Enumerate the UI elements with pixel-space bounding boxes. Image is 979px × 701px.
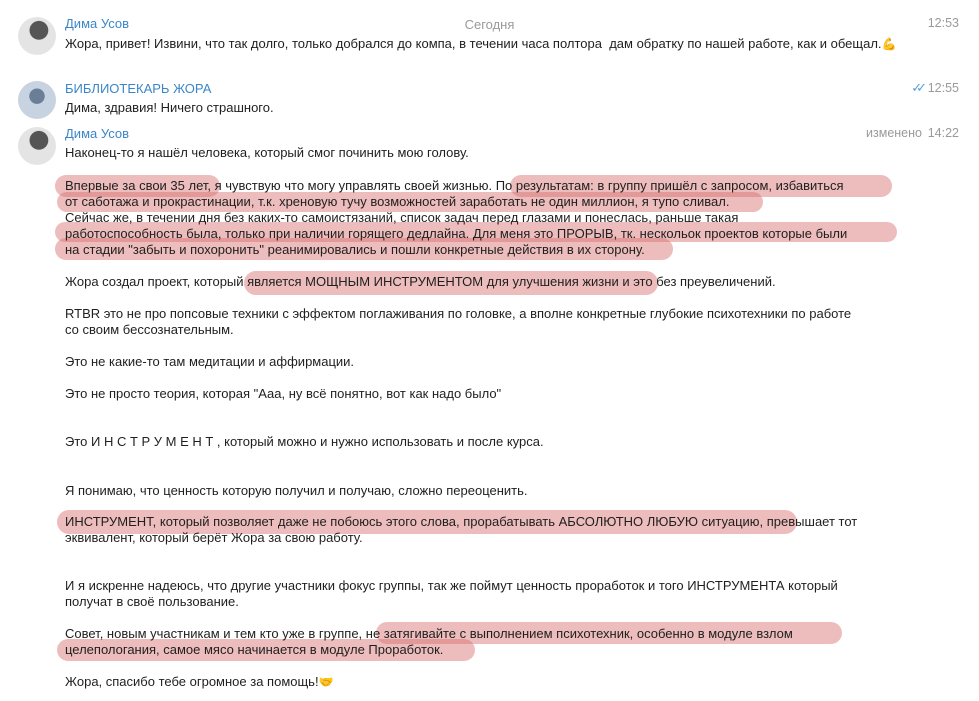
message-line: ИНСТРУМЕНТ, который позволяет даже не побоюсь этого слова, прорабатывать АБСОЛЮТНО ЛЮБУЮ ситуацию, превышает тот xyxy=(65,514,858,529)
message-line: Жора, спасибо тебе огромное за помощь!🤝 xyxy=(65,674,334,689)
date-separator: Сегодня xyxy=(464,17,515,32)
message-line: Наконец-то я нашёл человека, который смог починить мою голову. xyxy=(65,145,469,160)
message-time: 12:55 xyxy=(927,81,959,95)
message-line: Это И Н С Т Р У М Е Н Т , который можно и нужно использовать и после курса. xyxy=(65,434,544,449)
author-name[interactable]: БИБЛИОТЕКАРЬ ЖОРА xyxy=(65,81,212,96)
message-line: от саботажа и прокрастинации, т.к. хреновую тучу возможностей заработать не один миллион, я тупо сливал. xyxy=(65,194,730,209)
message-line: Я понимаю, что ценность которую получил и получаю, сложно переоценить. xyxy=(65,483,528,498)
message-line: Сейчас же, в течении дня без каких-то самоистязаний, список задач перед глазами и понеслась, раньше такая xyxy=(65,210,739,225)
message-line: Жора создал проект, который является МОЩНЫМ ИНСТРУМЕНТОМ для улучшения жизни и это без преувеличений. xyxy=(65,274,776,289)
flexed-biceps-icon: 💪 xyxy=(881,37,897,51)
message-line: Это не какие-то там медитации и аффирмации. xyxy=(65,354,355,369)
message-line: Совет, новым участникам и тем кто уже в группе, не затягивайте с выполнением психотехник, особенно в модуле взлом xyxy=(65,626,793,641)
message-line: Впервые за свои 35 лет, я чувствую что могу управлять своей жизнью. По результатам: в группу пришёл с запросом, избавиться xyxy=(65,178,844,193)
message-line: Это не просто теория, которая "Ааа, ну всё понятно, вот как надо было" xyxy=(65,386,502,401)
message-time: 14:22 xyxy=(927,126,959,140)
message-text: Жора, привет! Извини, что так долго, только добрался до компа, в течении часа полтора дам обратку по нашей работе, как и обещал.💪 xyxy=(65,36,897,51)
handshake-icon: 🤝 xyxy=(318,675,334,689)
message-line: RTBR это не про попсовые техники с эффектом поглаживания по головке, а вполне конкретные глубокие психотехники по работе xyxy=(65,306,852,321)
message-line: И я искренне надеюсь, что другие участники фокус группы, так же поймут ценность проработок и того ИНСТРУМЕНТА который xyxy=(65,578,838,593)
message-line: со своим бессознательным. xyxy=(65,322,234,337)
message-line: целепологания, самое мясо начинается в модуле Проработок. xyxy=(65,642,444,657)
message-time: 12:53 xyxy=(927,16,959,30)
message-line: получат в своё пользование. xyxy=(65,594,239,609)
message-line: на стадии "забыть и похоронить" реанимировались и пошли конкретные действия в их сторону. xyxy=(65,242,645,257)
author-name[interactable]: Дима Усов xyxy=(65,126,130,141)
read-checkmark-icon: ✓✓ xyxy=(911,80,921,95)
author-name[interactable]: Дима Усов xyxy=(65,16,130,31)
edited-label: изменено xyxy=(866,126,922,140)
message-line: работоспособность была, только при наличии горящего дедлайна. Для меня это ПРОРЫВ, тк. нескольок проектов которые были xyxy=(65,226,848,241)
avatar[interactable] xyxy=(18,81,56,119)
message-text: Дима, здравия! Ничего страшного. xyxy=(65,100,274,115)
avatar[interactable] xyxy=(18,127,56,165)
message-line: эквивалент, который берёт Жора за свою работу. xyxy=(65,530,363,545)
avatar[interactable] xyxy=(18,17,56,55)
